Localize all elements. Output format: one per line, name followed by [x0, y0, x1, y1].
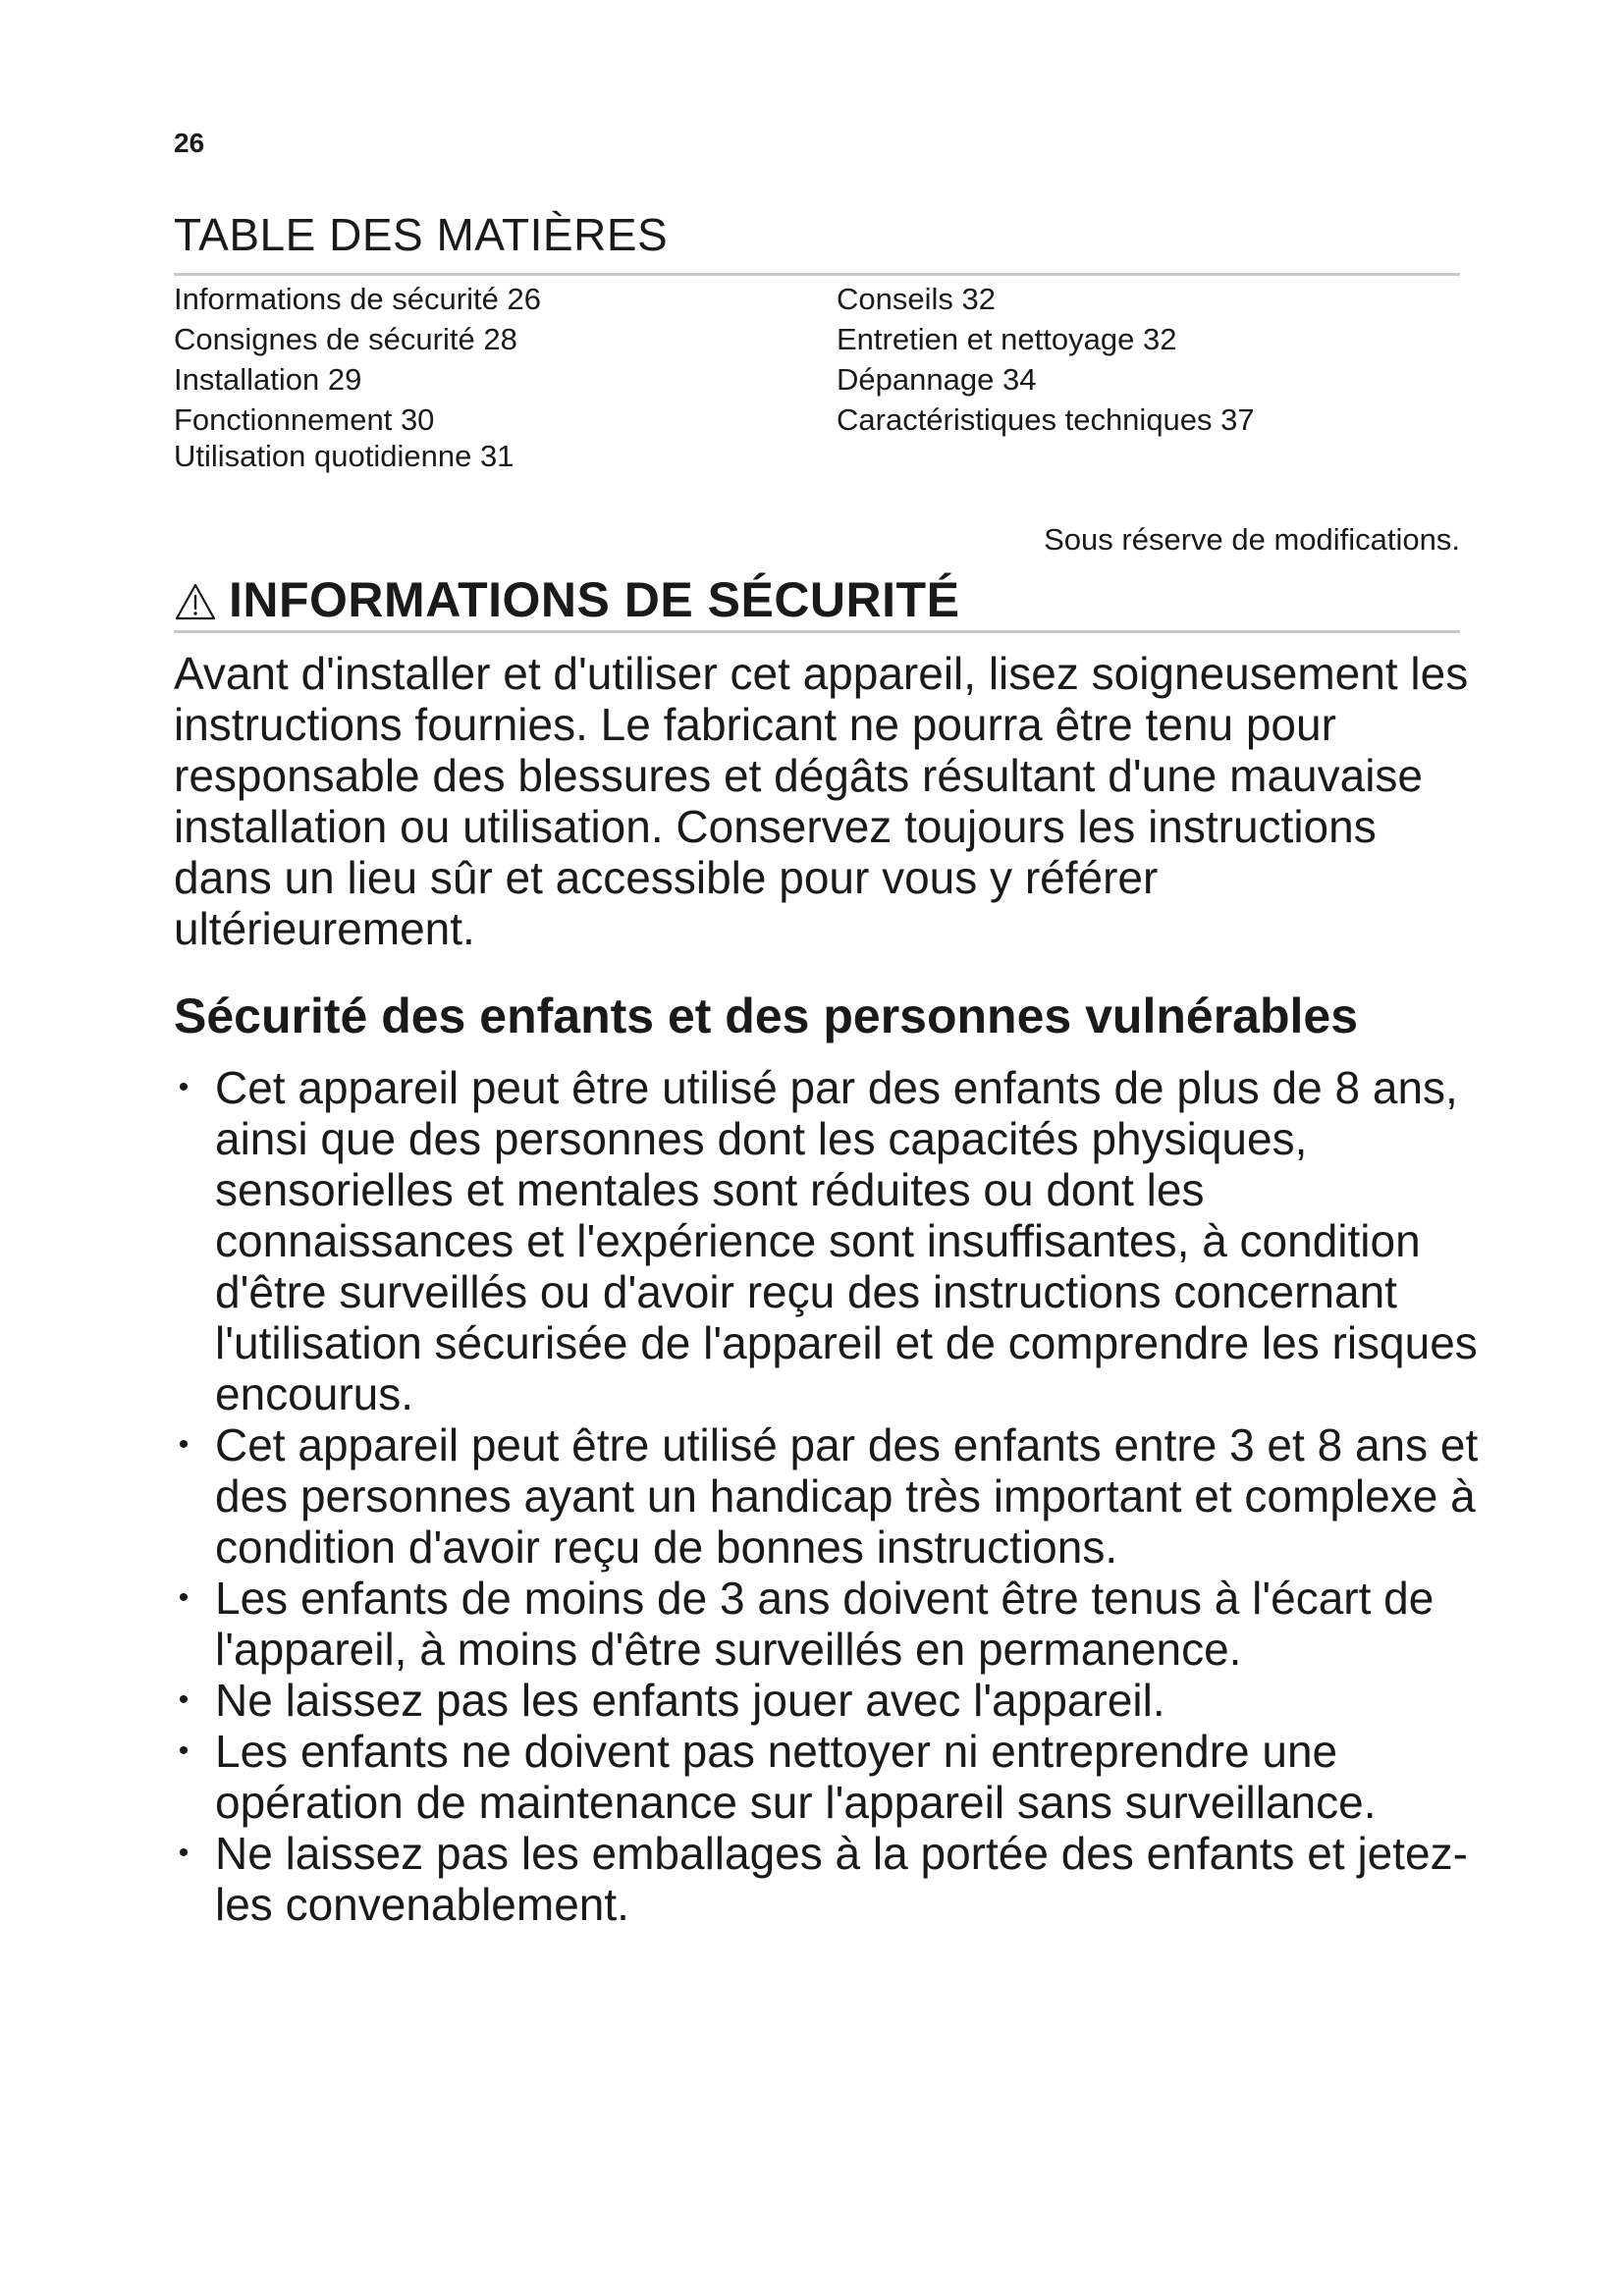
toc-item-label: Dépannage [837, 362, 995, 397]
toc-item[interactable] [174, 440, 541, 473]
toc-item-label: Caractéristiques techniques [837, 402, 1213, 437]
list-item [174, 1726, 1480, 1828]
toc-item-label: Fonctionnement [174, 402, 393, 437]
modification-disclaimer: Sous réserve de modifications. [1044, 522, 1460, 557]
list-item [174, 1419, 1480, 1573]
safety-section-heading [174, 571, 959, 628]
toc-item-page: 34 [1001, 362, 1037, 397]
list-item [174, 1675, 1480, 1726]
list-item [174, 1828, 1480, 1930]
toc-item-label: Utilisation quotidienne [174, 439, 472, 473]
toc-item-page: 32 [961, 282, 996, 316]
children-safety-heading: Sécurité des enfants et des personnes vulnérables [174, 988, 1359, 1043]
toc-item-label: Consignes de sécurité [174, 322, 475, 356]
toc-column-left [174, 279, 541, 473]
bullet-dot: • [178, 1071, 189, 1103]
list-item-text: Les enfants ne doivent pas nettoyer ni entreprendre une opération de maintenance sur l'appareil sans surveillance. [215, 1726, 1377, 1828]
toc-item-label: Installation [174, 362, 320, 397]
toc-item[interactable] [174, 359, 541, 400]
list-item-text: Les enfants de moins de 3 ans doivent être tenus à l'écart de l'appareil, à moins d'être surveillés en permanence. [215, 1573, 1435, 1675]
toc-column-right [837, 279, 1255, 440]
toc-item-label: Conseils [837, 282, 953, 316]
safety-section-title: INFORMATIONS DE SÉCURITÉ [229, 572, 960, 627]
list-item-text: Ne laissez pas les enfants jouer avec l'appareil. [215, 1675, 1165, 1726]
toc-item-label: Informations de sécurité [174, 282, 499, 316]
toc-divider [174, 273, 1460, 276]
toc-item[interactable] [174, 279, 541, 319]
bullet-dot: • [178, 1428, 189, 1461]
bullet-dot: • [178, 1837, 189, 1869]
safety-intro-paragraph: Avant d'installer et d'utiliser cet appareil, lisez soigneusement les instructions fournies. Le fabricant ne pourra être tenu pour responsable des blessures et dégâts résultant d'une mauvaise installation ou utilisation. Conservez toujours les instructions dans un lieu sûr et accessible pour vous y référer ultérieurement. [174, 648, 1469, 954]
toc-item-page: 28 [483, 322, 517, 356]
list-item [174, 1573, 1480, 1675]
toc-item-page: 26 [507, 282, 541, 316]
bullet-dot: • [178, 1581, 189, 1614]
bullet-dot: • [178, 1735, 189, 1767]
toc-item[interactable] [837, 359, 1255, 400]
toc-item-page: 37 [1220, 402, 1255, 437]
toc-item[interactable] [174, 400, 541, 440]
toc-item-page: 30 [400, 402, 435, 437]
toc-item-page: 31 [479, 439, 514, 473]
toc-item[interactable] [174, 319, 541, 359]
list-item [174, 1062, 1480, 1419]
toc-item-page: 29 [327, 362, 362, 397]
page-number: 26 [174, 128, 205, 158]
toc-item-label: Entretien et nettoyage [837, 322, 1135, 356]
list-item-text: Cet appareil peut être utilisé par des enfants entre 3 et 8 ans et des personnes ayant un handicap très important et complexe à condition d'avoir reçu de bonnes instructions. [215, 1419, 1479, 1573]
toc-item[interactable] [837, 279, 1255, 319]
list-item-text: Cet appareil peut être utilisé par des enfants de plus de 8 ans, ainsi que des personnes dont les capacités physiques, sensorielles et mentales sont réduites ou dont les connaissances et l'expérience sont insuffisantes, à condition d'être surveillés ou d'avoir reçu des instructions concernant l'utilisation sécurisée de l'appareil et de comprendre les risques encourus. [215, 1062, 1478, 1419]
list-item-text: Ne laissez pas les emballages à la portée des enfants et jetez-les convenablement. [215, 1828, 1468, 1930]
toc-title: TABLE DES MATIÈRES [174, 209, 669, 260]
children-safety-list [174, 1062, 1480, 1930]
toc-item[interactable] [837, 319, 1255, 359]
toc-item-page: 32 [1142, 322, 1177, 356]
warning-triangle-icon [174, 582, 217, 621]
safety-divider [174, 630, 1460, 633]
bullet-dot: • [178, 1683, 189, 1716]
toc-item[interactable] [837, 400, 1255, 440]
